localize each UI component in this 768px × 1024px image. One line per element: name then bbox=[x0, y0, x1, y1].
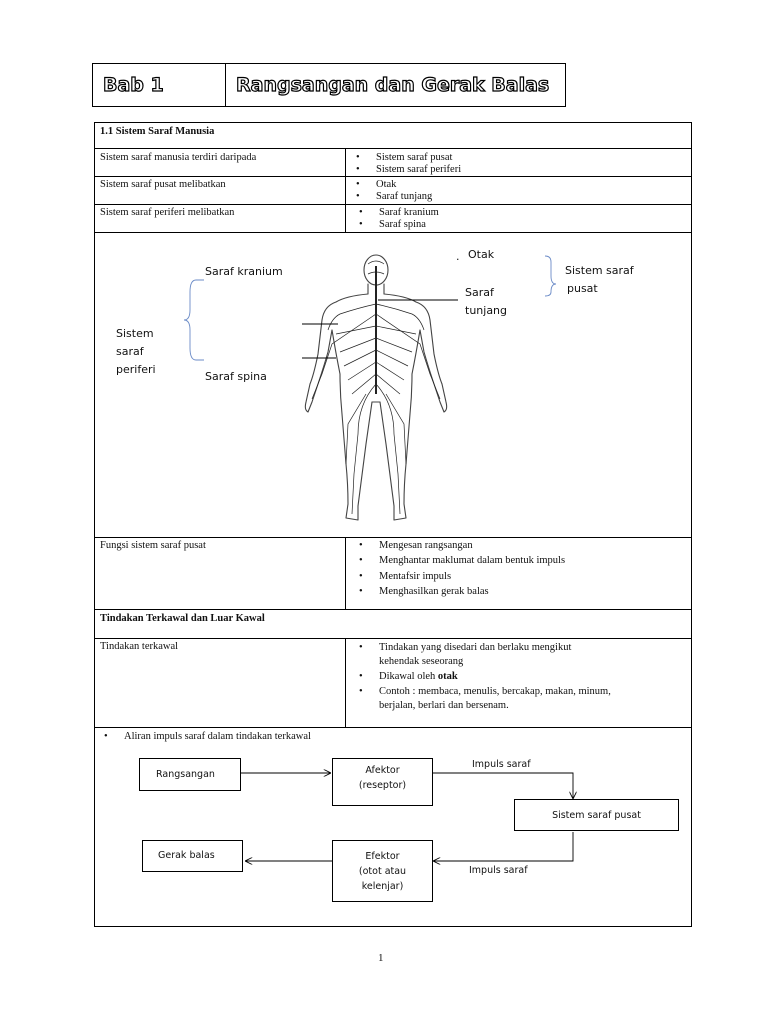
chapter-label: Bab 1 bbox=[103, 74, 164, 96]
flow-box-rangsangan: Rangsangan bbox=[139, 758, 241, 791]
row-left-text: Sistem saraf periferi melibatkan bbox=[100, 207, 235, 218]
list-item: • Dikawal oleh otak bbox=[359, 671, 458, 682]
label-saraf-kranium: Saraf kranium bbox=[205, 265, 283, 278]
row-left-text: Sistem saraf pusat melibatkan bbox=[100, 179, 226, 190]
row-divider bbox=[94, 727, 692, 728]
list-item-continuation: kehendak seseorang bbox=[379, 656, 464, 667]
flow-box-afektor: Afektor (reseptor) bbox=[332, 758, 433, 806]
list-item: • Tindakan yang disedari dan berlaku mengikut bbox=[359, 642, 572, 653]
tindakan-title: Tindakan Terkawal dan Luar Kawal bbox=[100, 613, 265, 624]
label-saraf-spina: Saraf spina bbox=[205, 370, 267, 383]
flow-box-sistem-saraf-pusat: Sistem saraf pusat bbox=[514, 799, 679, 831]
fungsi-left-text: Fungsi sistem saraf pusat bbox=[100, 540, 206, 551]
terkawal-left-text: Tindakan terkawal bbox=[100, 641, 179, 652]
section-title: 1.1 Sistem Saraf Manusia bbox=[100, 126, 215, 137]
label-saraf-tunjang: Saraf tunjang bbox=[465, 286, 508, 317]
list-item: • Otak bbox=[356, 179, 397, 190]
page-number: 1 bbox=[378, 952, 384, 964]
flow-label-impuls-bottom: Impuls saraf bbox=[469, 865, 528, 876]
list-item: • Saraf spina bbox=[359, 219, 426, 230]
list-item: • Saraf kranium bbox=[359, 207, 439, 218]
label-sistem-saraf-pusat: Sistem saraf pusat bbox=[565, 264, 634, 295]
chapter-box bbox=[92, 63, 226, 107]
flow-heading: • Aliran impuls saraf dalam tindakan terkawal bbox=[104, 731, 311, 742]
title-box bbox=[225, 63, 566, 107]
page-title: Rangsangan dan Gerak Balas bbox=[236, 74, 550, 96]
row-divider bbox=[94, 204, 692, 205]
row-divider bbox=[94, 148, 692, 149]
column-divider bbox=[345, 148, 346, 232]
column-divider bbox=[345, 537, 346, 609]
label-otak: Otak bbox=[468, 248, 495, 261]
flow-box-efektor: Efektor (otot atau kelenjar) bbox=[332, 840, 433, 902]
list-item-continuation: berjalan, berlari dan bersenam. bbox=[379, 700, 509, 711]
list-item: • Mentafsir impuls bbox=[359, 571, 452, 582]
list-item: • Contoh : membaca, menulis, bercakap, makan, minum, bbox=[359, 686, 611, 697]
row-divider bbox=[94, 232, 692, 233]
list-item: • Sistem saraf periferi bbox=[356, 164, 462, 175]
list-item: • Mengesan rangsangan bbox=[359, 540, 473, 551]
row-divider bbox=[94, 638, 692, 639]
row-divider bbox=[94, 537, 692, 538]
row-divider bbox=[94, 609, 692, 610]
row-divider bbox=[94, 176, 692, 177]
flow-box-gerak-balas: Gerak balas bbox=[142, 840, 243, 872]
label-sistem-saraf-periferi: Sistem saraf periferi bbox=[116, 327, 156, 376]
column-divider bbox=[345, 638, 346, 727]
list-item: • Menghasilkan gerak balas bbox=[359, 586, 489, 597]
label-dot: . bbox=[456, 250, 460, 263]
list-item: • Menghantar maklumat dalam bentuk impuls bbox=[359, 555, 566, 566]
row-left-text: Sistem saraf manusia terdiri daripada bbox=[100, 152, 257, 163]
list-item: • Saraf tunjang bbox=[356, 191, 433, 202]
list-item: • Sistem saraf pusat bbox=[356, 152, 453, 163]
flow-label-impuls-top: Impuls saraf bbox=[472, 759, 531, 770]
